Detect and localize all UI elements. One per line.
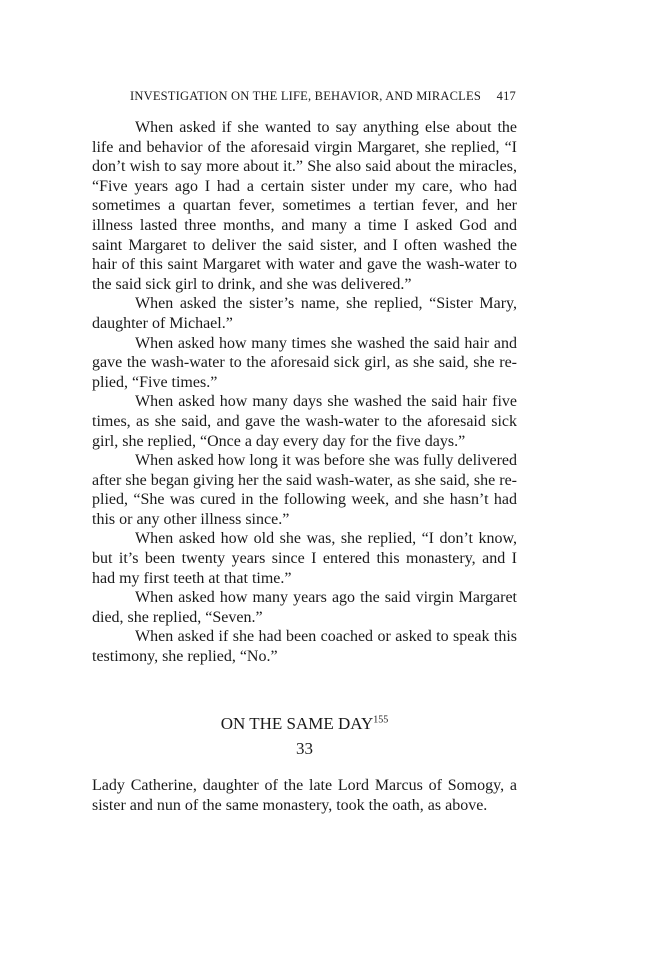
paragraph: When asked how many years ago the said virgin Margaret died, she replied, “Seven.” [92, 589, 517, 626]
footnote-reference: 155 [373, 714, 389, 726]
testimony-body [92, 118, 517, 667]
paragraph: When asked the sister’s name, she replied, “Sister Mary, daughter of Michael.” [92, 295, 517, 332]
paragraph: When asked how many days she washed the said hair five times, as she said, and gave the wash-water to the aforesaid sick girl, she replied, “Once a day every day for the five days.” [92, 393, 517, 450]
paragraph: When asked how long it was before she was fully delivered after she began giving her the said wash-water, as she said, she replied, “She was cured in the following week, and she hasn’t had this or any other illness since.” [92, 452, 517, 528]
witness-number: 33 [296, 739, 313, 758]
running-head-title: INVESTIGATION ON THE LIFE, BEHAVIOR, AND MIRACLES [130, 89, 481, 103]
page-number: 417 [496, 89, 516, 103]
witness-intro [92, 776, 517, 815]
paragraph: When asked if she wanted to say anything else about the life and behavior of the aforesaid virgin Margaret, she replied, “I don’t wish to say more about it.” She also said about the miracles, “Five years ago I had a certain sister under my care, who had sometimes a quartan fever, sometimes a tertian fever, and her illness lasted three months, and many a time I asked God and saint Margaret to deliver the said sister, and I often washed the hair of this saint Margaret with water and gave the wash-water to the said sick girl to drink, and she was delivered.” [92, 119, 517, 293]
paragraph: Lady Catherine, daughter of the late Lord Marcus of Somogy, a sister and nun of the same monastery, took the oath, as above. [92, 777, 517, 814]
section-heading-text: ON THE SAME DAY [220, 714, 374, 733]
section-heading [92, 713, 517, 735]
paragraph: When asked if she had been coached or asked to speak this testimony, she replied, “No.” [92, 628, 517, 666]
paragraph: When asked how many times she washed the said hair and gave the wash-water to the aforesaid sick girl, as she said, she replied, “Five times.” [92, 334, 517, 391]
paragraph: When asked how old she was, she replied, “I don’t know, but it’s been twenty years since I entered this monastery, and I had my first teeth at that time.” [92, 530, 517, 587]
